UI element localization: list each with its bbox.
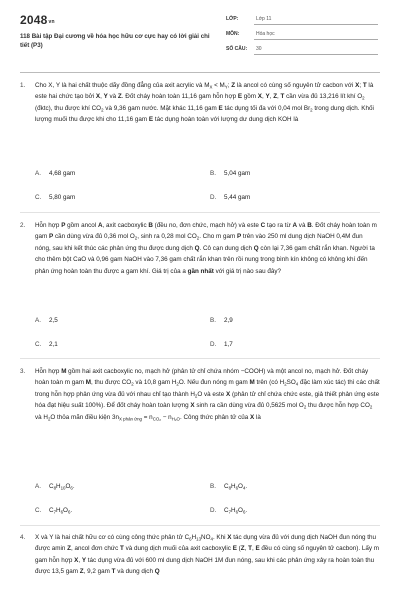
option-label: A. [35,317,41,324]
option-label: D. [210,507,217,514]
question-separator [20,358,380,359]
option-d[interactable] [210,194,250,201]
option-text: 2,1 [49,341,58,348]
option-b[interactable] [210,483,247,490]
option-text: 5,80 gam [49,194,76,201]
field-label: MÔN: [226,31,240,37]
field-value: Lớp 11 [256,16,272,22]
field-value: Hóa học [256,31,275,37]
option-text: $C_7H_6O_6$. [224,507,248,515]
option-c[interactable] [35,507,72,514]
field-label: LỚP: [226,16,239,22]
header [0,0,400,72]
option-label: D. [210,341,217,348]
option-d[interactable] [210,507,247,514]
option-c[interactable] [35,194,75,201]
document-title: 118 Bài tập Đại cương về hóa học hữu cơ cực hay có lời giải chi tiết (P3) [20,33,210,49]
option-label: C. [35,194,42,201]
option-text: 4,68 gam [49,170,76,177]
option-label: B. [210,170,216,177]
question-number: 3. [20,368,26,375]
field-underline [254,54,378,55]
option-text: 1,7 [224,341,233,348]
option-label: A. [35,170,41,177]
option-label: C. [35,341,42,348]
field-underline [254,24,378,25]
option-text: 2,9 [224,317,233,324]
option-text: $C_7H_6O_6$. [49,507,73,515]
question-number: 2. [20,222,26,229]
field-label: SỐ CÂU: [226,46,248,52]
logo-text: 2048 [20,13,48,27]
logo-suffix: vn [48,19,55,25]
field-value: 30 [256,46,262,52]
question-text: Hỗn hợp P gồm ancol A, axit cacboxylic B (đều no, đơn chức, mạch hở) và este C tạo ra từ A và B. Đốt cháy hoàn toàn m gam P cần dùng vừa đủ 0,36 mol $O_2$, sinh ra 0,28 mol $CO_2$. Cho m gam P trên vào 250 ml dung dịch NaOH 0,4M đun nóng, sau khi kết thúc các phản ứng thu được dung dịch Q. Cô cạn dung dịch Q còn lại 7,36 gam chất rắn khan. Người ta cho thêm bột CaO và 0,96 gam NaOH vào 7,36 gam chất rắn khan trên rồi nung trong bình kín không có không khí đến phản ứng hoàn toàn thu được a gam khí. Giá trị của a gần nhất với giá trị nào sau đây? [35,222,377,275]
option-a[interactable] [35,317,58,324]
option-b[interactable] [210,170,250,177]
question-separator [20,525,380,526]
question-text: Cho X, Y là hai chất thuộc dãy đồng đẳng của axit acrylic và $M_X < M_Y$; Z là ancol có cùng số nguyên tử cacbon với X; T là este hai chức tạo bởi X, Y và Z. Đốt cháy hoàn toàn 11,16 gam hỗn hợp E gồm X, Y, Z, T cần vừa đủ 13,216 lít khí $O_2$ (đktc), thu được khí $CO_2$ và 9,36 gam nước. Mặt khác 11,16 gam E tác dụng tối đa với 0,04 mol $Br_2$ trong dung dịch. Khối lượng muối thu được khi cho 11,16 gam E tác dụng hoàn toàn với lượng dư dung dịch KOH là [35,82,374,124]
option-a[interactable] [35,483,75,490]
question-separator [20,212,380,213]
option-label: C. [35,507,42,514]
header-divider [20,72,380,73]
option-text: $C_8H_{10}O_6$. [49,483,75,491]
option-d[interactable] [210,341,233,348]
option-label: D. [210,194,217,201]
question-text: Hỗn hợp M gồm hai axit cacboxylic no, mạch hở (phân tử chỉ chứa nhóm −COOH) và một ancol no, mạch hở. Đốt cháy hoàn toàn m gam M, thu được $CO_2$ và 10,8 gam $H_2O$. Nếu đun nóng m gam M trên (có $H_2SO_4$ đặc làm xúc tác) thì các chất trong hỗn hợp phản ứng vừa đủ với nhau chỉ tạo thành $H_2O$ và este X (phân tử chỉ chứa chức este, giả thiết phản ứng este hóa đạt hiệu suất 100%). Để đốt cháy hoàn toàn lượng X sinh ra cần dùng vừa đủ 0,5625 mol $O_2$ thu được hỗn hợp $CO_2$ và $H_2O$ thỏa mãn điều kiện $3n_{X phản ứng} = n_{CO_2} - n_{H_2O}$. Công thức phân tử của X là [35,368,380,422]
option-label: B. [210,483,216,490]
option-label: B. [210,317,216,324]
option-a[interactable] [35,170,75,177]
question-text: X và Y là hai chất hữu cơ có cùng công thức phân tử $C_6H_{13}NO_4$. Khi X tác dụng vừa đủ với dung dịch NaOH đun nóng thu được amin Z, ancol đơn chức T và dung dịch muối của axit cacboxylic E (Z, T, E đều có cùng số nguyên tử cacbon). Lấy m gam hỗn hợp X, Y tác dụng vừa đủ với 600 ml dung dịch NaOH 1M đun nóng, sau khi các phản ứng xảy ra hoàn toàn thu được 13,5 gam Z, 9,2 gam T và dung dịch Q [35,534,380,576]
field-underline [254,39,378,40]
option-b[interactable] [210,317,233,324]
option-text: 5,44 gam [224,194,251,201]
option-text: 2,5 [49,317,58,324]
option-c[interactable] [35,341,58,348]
question-number: 1. [20,82,26,89]
option-label: A. [35,483,41,490]
site-logo[interactable] [20,13,55,27]
question-number: 4. [20,534,26,541]
option-text: $C_8H_6O_4$. [224,483,248,491]
option-text: 5,04 gam [224,170,251,177]
